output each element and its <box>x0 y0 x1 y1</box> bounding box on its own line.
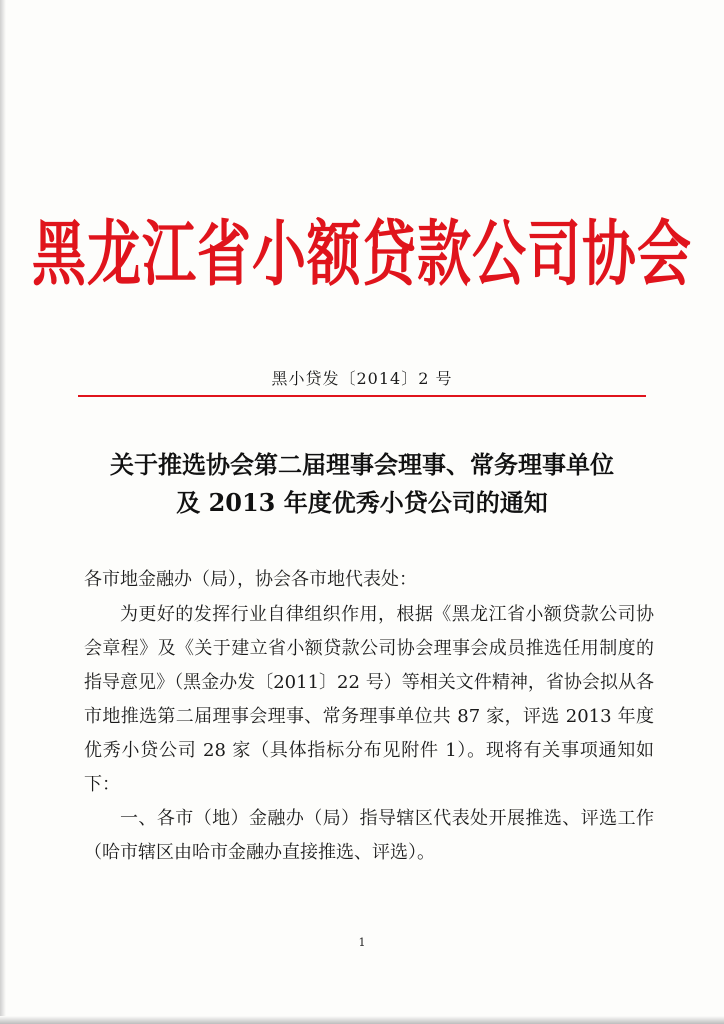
notice-title <box>60 446 664 522</box>
addressee-line: 各市地金融办（局），协会各市地代表处： <box>84 569 417 590</box>
organization-header: 黑龙江省小额贷款公司协会 <box>32 210 692 295</box>
scan-bottom-edge <box>0 1016 724 1024</box>
document-number: 黑小贷发〔2014〕2 号 <box>271 369 453 388</box>
red-divider-line <box>78 395 646 397</box>
notice-title-line-2: 及 2013 年度优秀小贷公司的通知 <box>176 488 548 517</box>
body-paragraph-1: 为更好的发挥行业自律组织作用，根据《黑龙江省小额贷款公司协会章程》及《关于建立省小额贷款公司协会理事会成员推选任用制度的指导意见》（黑金办发〔2011〕22 号）等相关文件精神，省协会拟从各市地推选第二届理事会理事、常务理事单位共 87 家，评选 2013 年度优秀小贷公司 28 家（具体指标分布见附件 1）。现将有关事项通知如下： <box>84 604 654 795</box>
notice-title-line-1: 关于推选协会第二届理事会理事、常务理事单位 <box>110 450 614 479</box>
body-paragraph-2: 一、各市（地）金融办（局）指导辖区代表处开展推选、评选工作（哈市辖区由哈市金融办直接推选、评选）。 <box>84 808 654 863</box>
page-number: 1 <box>358 936 366 949</box>
notice-body <box>84 563 654 870</box>
scan-left-edge <box>0 0 6 1024</box>
